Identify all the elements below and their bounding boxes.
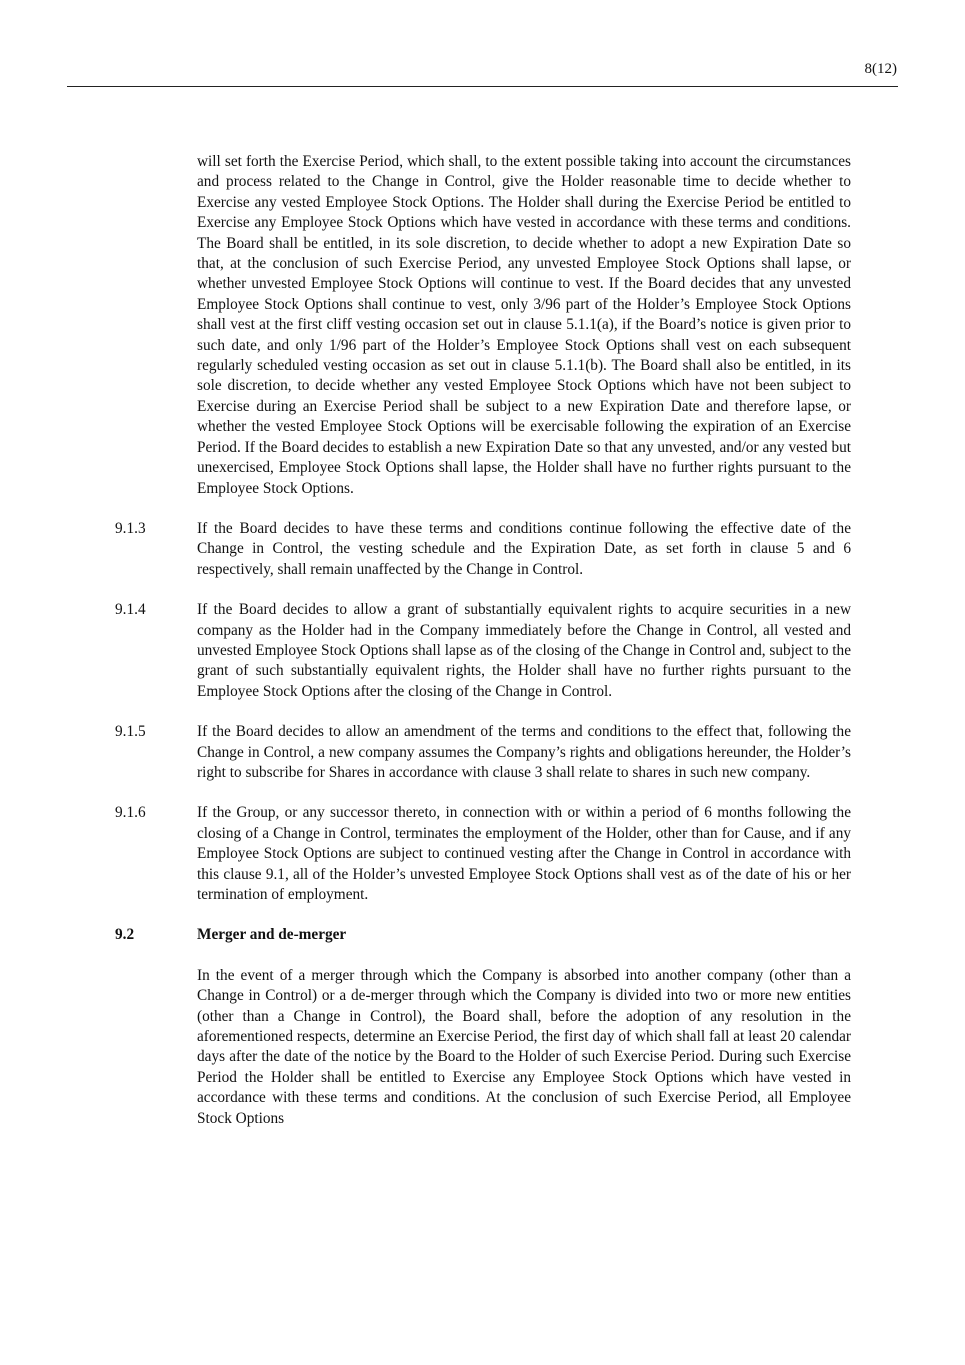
clause-9-1-6 — [115, 803, 851, 905]
clause-text: If the Board decides to allow an amendment of the terms and conditions to the effect that, following the Change in Control, a new company assumes the Company’s rights and obligations hereunder, the Holder’s right to subscribe for Shares in accordance with clause 3 shall relate to shares in such new company. — [197, 723, 851, 781]
clause-9-1-4 — [115, 600, 851, 702]
clause-number: 9.1.4 — [115, 601, 146, 619]
clause-text: If the Group, or any successor thereto, in connection with or within a period of 6 months following the closing of a Change in Control, terminates the employment of the Holder, other than for Cause, and if any Employee Stock Options are subject to continued vesting after the Change in Control in accordance with this clause 9.1, all of the Holder’s unvested Employee Stock Options shall vest as of the date of his or her termination of employment. — [197, 804, 851, 903]
page-number: 8(12) — [864, 61, 897, 77]
section-number: 9.2 — [115, 926, 135, 944]
clause-number: 9.1.5 — [115, 723, 146, 741]
section-title: Merger and de-merger — [197, 926, 347, 944]
clause-number: 9.1.6 — [115, 804, 146, 822]
clause-9-1-3 — [115, 519, 851, 580]
section-paragraph: In the event of a merger through which the Company is absorbed into another company (other than a Change in Control) or a de-merger through which the Company is divided into two or more new entities (other than a Change in Control), the Board shall, before the adoption of any resolution in the aforementioned respects, determine an Exercise Period, the first day of which shall fall at least 20 calendar days after the date of the notice by the Board to the Holder of such Exercise Period. During such Exercise Period the Holder shall be entitled to Exercise any Employee Stock Options which have vested in accordance with these terms and conditions. At the conclusion of such Exercise Period, all Employee Stock Options — [197, 966, 851, 1127]
clause-9-1-5 — [115, 722, 851, 783]
continuation-paragraph: will set forth the Exercise Period, which shall, to the extent possible taking into account the circumstances and process related to the Change in Control, give the Holder reasonable time to decide whether to Exercise any vested Employee Stock Options. The Holder shall during the Exercise Period be entitled to Exercise any Employee Stock Options which have vested in accordance with these terms and conditions. The Board shall be entitled, in its sole discretion, to decide whether to adopt a new Expiration Date so that, at the conclusion of such Exercise Period, any unvested Employee Stock Options shall lapse, or whether unvested Employee Stock Options will continue to vest. If the Board decides that any unvested Employee Stock Options shall continue to vest, only 3/96 part of the Holder’s Employee Stock Options shall vest at the first cliff vesting occasion set out in clause 5.1.1(a), if the Board’s notice is given prior to such date, and only 1/96 part of the Holder’s Employee Stock Options shall vest on each subsequent regularly scheduled vesting occasion as set out in clause 5.1.1(b). The Board shall also be entitled, in its sole discretion, to decide whether any vested Employee Stock Options which have not been subject to Exercise during an Exercise Period shall be subject to a new Expiration Date and therefore lapse, or whether the vested Employee Stock Options will be exercisable following the expiration of an Exercise Period. If the Board decides to establish a new Expiration Date so that any unvested, and/or any vested but unexercised, Employee Stock Options shall lapse, the Holder shall have no further rights pursuant to the Employee Stock Options. — [197, 153, 851, 497]
clause-number: 9.1.3 — [115, 519, 146, 537]
document-body — [115, 152, 851, 1129]
clause-text: If the Board decides to have these terms and conditions continue following the effective date of the Change in Control, the vesting schedule and the Expiration Date, as set forth in clause 5 and 6 respectively, shall remain unaffected by the Change in Control. — [197, 519, 851, 578]
clause-text: If the Board decides to allow a grant of substantially equivalent rights to acquire securities in a new company as the Holder had in the Company immediately before the Change in Control, all vested and unvested Employee Stock Options shall lapse as of the closing of the Change in Control and, subject to the grant of such substantially equivalent rights, the Holder shall have no further rights pursuant to the Employee Stock Options after the closing of the Change in Control. — [197, 601, 851, 700]
header-rule — [67, 86, 898, 87]
section-heading — [115, 925, 851, 945]
